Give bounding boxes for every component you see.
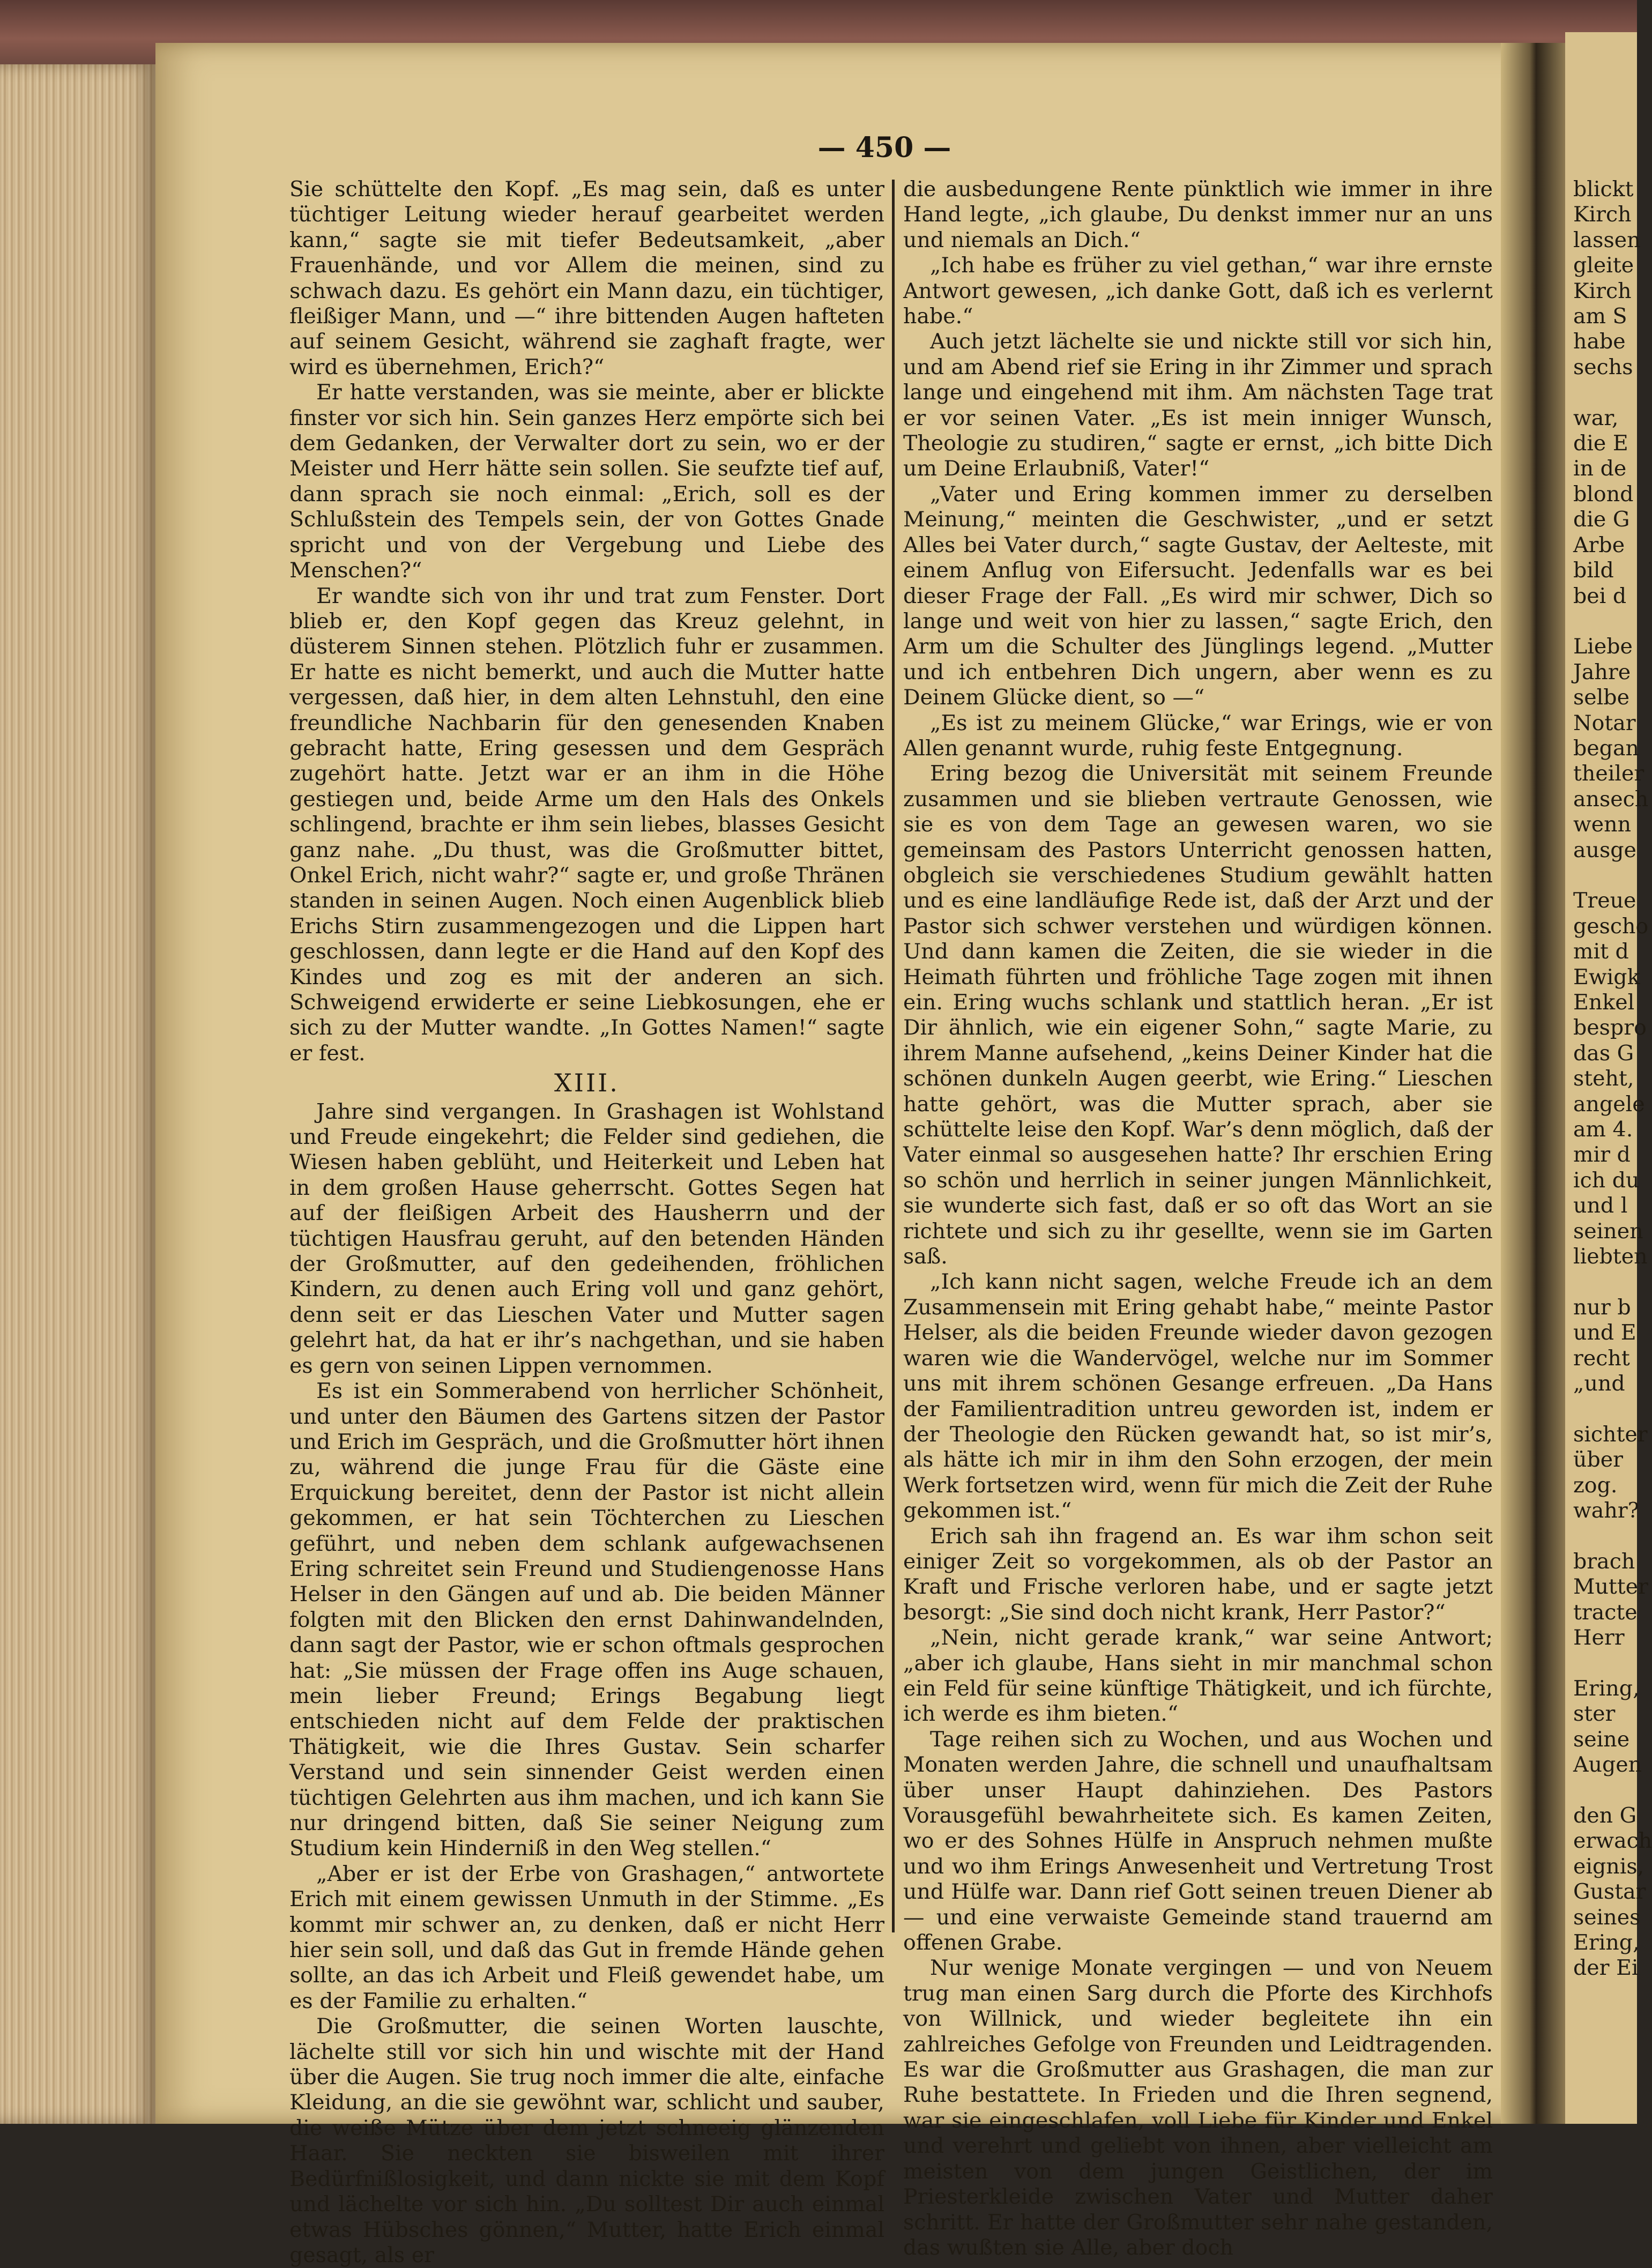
paragraph: „Es ist zu meinem Glücke,“ war Erings, wie er von Allen genannt wurde, ruhig feste Entgegnung.	[903, 710, 1493, 761]
facing-page-line: war,	[1573, 405, 1619, 430]
facing-page-line: Ewigk	[1573, 964, 1640, 990]
book-page-edges	[0, 64, 155, 2124]
facing-page-line: Treue	[1573, 888, 1636, 913]
paragraph: Es ist ein Sommerabend von herrlicher Schönheit, und unter den Bäumen des Gartens sitzen der Pastor und Erich im Gespräch, und die Großmutter hört ihnen zu, während die junge Frau für die Gäste eine Erquickung bereitet, denn der Pastor ist nicht allein gekommen, er hat sein Töchterchen zu Lieschen geführt, und neben dem schlank aufgewachsenen Ering schreitet sein Freund und Studiengenosse Hans Helser in den Gängen auf und ab. Die beiden Männer folgten mit den Blicken den ernst Dahinwandelnden, dann sagt der Pastor, wie er schon oftmals gesprochen hat: „Sie müssen der Frage offen ins Auge schauen, mein lieber Freund; Erings Begabung liegt entschieden nicht auf dem Felde der praktischen Thätigkeit, wie die Ihres Gustav. Sein scharfer Verstand und sein sinnender Geist werden einen tüchtigen Gelehrten aus ihm machen, und ich kann Sie nur dringend bitten, daß Sie seiner Neigung zum Studium kein Hinderniß in den Weg stellen.“	[289, 1379, 884, 1861]
facing-page-line: bild	[1573, 558, 1614, 583]
facing-page-line: in de	[1573, 456, 1627, 481]
facing-page-line: seinen	[1573, 1218, 1643, 1244]
facing-page-line: brach	[1573, 1549, 1635, 1574]
facing-page-line: Gustar	[1573, 1879, 1646, 1905]
facing-page-line: Herr	[1573, 1625, 1625, 1650]
paragraph: „Ich habe es früher zu viel gethan,“ war ihre ernste Antwort gewesen, „ich danke Gott, daß ich es verlernt habe.“	[903, 253, 1493, 329]
facing-page-line: recht	[1573, 1345, 1630, 1371]
facing-page-line	[1573, 1269, 1637, 1295]
facing-page-line: blond	[1573, 481, 1634, 507]
facing-page-line: gleite	[1573, 253, 1634, 278]
facing-page-line: zog.	[1573, 1473, 1618, 1498]
facing-page-line: den G	[1573, 1803, 1637, 1828]
facing-page-line: angele	[1573, 1091, 1645, 1117]
column-divider	[892, 180, 895, 1932]
facing-page-line: liebten	[1573, 1244, 1648, 1269]
facing-page-line: began	[1573, 735, 1639, 761]
paragraph: Jahre sind vergangen. In Grashagen ist Wohlstand und Freude eingekehrt; die Felder sind gediehen, die Wiesen haben geblüht, und Heiterkeit und Leben hat in dem großen Hause geherrscht. Gottes Segen hat auf der fleißigen Arbeit des Hausherrn und der tüchtigen Hausfrau geruht, auf den betenden Händen der Großmutter, auf den gedeihenden, fröhlichen Kindern, zu denen auch Ering voll und ganz gehört, denn seit er das Lieschen Vater und Mutter sagen gelehrt hat, da hat er ihr’s nachgethan, und sie haben es gern von seinen Lippen vernommen.	[289, 1099, 884, 1378]
facing-page-line	[1573, 1397, 1637, 1422]
facing-page-line: Ering,	[1573, 1676, 1640, 1701]
facing-page-line: Mutter	[1573, 1574, 1648, 1600]
paragraph: „Vater und Ering kommen immer zu derselben Meinung,“ meinten die Geschwister, „und er setzt Alles bei Vater durch,“ sagte Gustav, der Aelteste, mit einem Anflug von Eifersucht. Jedenfalls war es bei dieser Frage der Fall. „Es wird mir schwer, Dich so lange und weit von hier zu lassen,“ sagte Erich, den Arm um die Schulter des Jünglings legend. „Mutter und ich entbehren Dich ungern, aber wenn es zu Deinem Glücke dient, so —“	[903, 481, 1493, 710]
page-number: — 450 —	[817, 131, 951, 164]
paragraph: Erich sah ihn fragend an. Es war ihm schon seit einiger Zeit so vorgekommen, als ob der Pastor an Kraft und Frische verloren habe, und er sagte jetzt besorgt: „Sie sind doch nicht krank, Herr Pastor?“	[903, 1523, 1493, 1625]
facing-page-line	[1573, 380, 1637, 405]
facing-page-line: „und	[1573, 1371, 1625, 1396]
middle-column	[903, 177, 1493, 2260]
facing-page-line: bei d	[1573, 583, 1627, 608]
facing-page-line: ausge	[1573, 837, 1636, 862]
paragraph: „Nein, nicht gerade krank,“ war seine Antwort; „aber ich glaube, Hans sieht in mir manchmal schon ein Feld für seine künftige Thätigkeit, und ich fürchte, ich werde es ihm bieten.“	[903, 1625, 1493, 1727]
facing-page-line: Liebe	[1573, 634, 1633, 659]
paragraph: Auch jetzt lächelte sie und nickte still vor sich hin, und am Abend rief sie Ering in ihr Zimmer und sprach lange und eingehend mit ihm. Am nächsten Tage trat er vor seinen Vater. „Es ist mein inniger Wunsch, Theologie zu studiren,“ sagte er ernst, „ich bitte Dich um Deine Erlaubniß, Vater!“	[903, 329, 1493, 481]
facing-page-line: lassen	[1573, 227, 1641, 252]
facing-page-line: und E	[1573, 1320, 1636, 1345]
facing-page-line: Notar	[1573, 710, 1636, 735]
facing-page-line: erwach	[1573, 1828, 1652, 1854]
paragraph: Er wandte sich von ihr und trat zum Fenster. Dort blieb er, den Kopf gegen das Kreuz gelehnt, in düsterem Sinnen stehen. Plötzlich fuhr er zusammen. Er hatte es nicht bemerkt, und auch die Mutter hatte vergessen, daß hier, in dem alten Lehnstuhl, den eine freundliche Nachbarin für den genesenden Knaben gebracht hatte, Ering gesessen und dem Gespräch zugehört hatte. Jetzt war er an ihm in die Höhe gestiegen und, beide Arme um den Hals des Onkels schlingend, brachte er ihm sein liebes, blasses Gesicht ganz nahe. „Du thust, was die Großmutter bittet, Onkel Erich, nicht wahr?“ sagte er, und große Thränen standen in seinen Augen. Noch einen Augenblick blieb Erichs Stirn zusammengezogen und die Lippen hart geschlossen, dann legte er die Hand auf den Kopf des Kindes und zog es mit der anderen an sich. Schweigend erwiderte er seine Liebkosungen, ehe er sich zu der Mutter wandte. „In Gottes Namen!“ sagte er fest.	[289, 583, 884, 1066]
facing-page-line: blickt	[1573, 177, 1634, 202]
facing-page-line: mir d	[1573, 1142, 1631, 1168]
facing-page-line: wahr?	[1573, 1498, 1639, 1523]
facing-page-line: über	[1573, 1447, 1623, 1473]
facing-page-line: die E	[1573, 431, 1628, 456]
facing-page-line: Augen	[1573, 1752, 1642, 1778]
facing-page-line: die G	[1573, 507, 1630, 532]
paragraph: „Aber er ist der Erbe von Grashagen,“ antwortete Erich mit einem gewissen Unmuth in der Stimme. „Es kommt mir schwer an, zu denken, daß er nicht Herr hier sein soll, und daß das Gut in fremde Hände gehen sollte, an das ich Arbeit und Fleiß gewendet habe, um es der Familie zu erhalten.“	[289, 1861, 884, 2013]
facing-page-line: am 4.	[1573, 1117, 1633, 1142]
facing-page-line: steht,	[1573, 1066, 1634, 1091]
paragraph: Tage reihen sich zu Wochen, und aus Wochen und Monaten werden Jahre, die schnell und unaufhaltsam über unser Haupt dahinziehen. Des Pastors Vorausgefühl bewahrheitete sich. Es kamen Zeiten, wo er des Sohnes Hülfe in Anspruch nehmen mußte und wo ihm Erings Anwesenheit und Vertretung Trost und Hülfe war. Dann rief Gott seinen treuen Diener ab — und eine verwaiste Gemeinde stand trauernd am offenen Grabe.	[903, 1727, 1493, 1955]
paragraph: die ausbedungene Rente pünktlich wie immer in ihre Hand legte, „ich glaube, Du denkst immer nur an uns und niemals an Dich.“	[903, 177, 1493, 252]
facing-page-line: ster	[1573, 1701, 1616, 1727]
facing-page-line: wenn	[1573, 812, 1632, 837]
facing-page-line: tracte	[1573, 1600, 1638, 1625]
facing-page-line: sechs	[1573, 354, 1633, 380]
facing-page-line	[1573, 863, 1637, 888]
facing-page-line: Kirch	[1573, 202, 1632, 227]
facing-page-line: nur b	[1573, 1295, 1631, 1320]
paragraph: Nur wenige Monate vergingen — und von Neuem trug man einen Sarg durch die Pforte des Kirchhofs von Willnick, und wieder begleitete ihn ein zahlreiches Gefolge von Freunden und Leidtragenden. Es war die Großmutter aus Grashagen, die man zur Ruhe bestattete. In Frieden und die Ihren segnend, war sie eingeschlafen, voll Liebe für Kinder und Enkel und verehrt und geliebt von ihnen, aber vielleicht am meisten von dem jungen Geistlichen, der im Priesterkleide zwischen Vater und Mutter daher schritt. Er hatte der Großmutter sehr nahe gestanden, das wußten sie Alle, aber doch	[903, 1955, 1493, 2260]
facing-page-line: gescho	[1573, 913, 1649, 939]
facing-page-line: ansech	[1573, 786, 1649, 812]
facing-page-line: habe	[1573, 329, 1626, 354]
facing-page-line	[1573, 1778, 1637, 1803]
facing-page-line	[1573, 1524, 1637, 1549]
facing-page-line: eignis,	[1573, 1854, 1644, 1879]
paragraph: Die Großmutter, die seinen Worten lauschte, lächelte still vor sich hin und wischte mit der Hand über die Augen. Sie trug noch immer die alte, einfache Kleidung, an die sie gewöhnt war, schlicht und sauber, die weiße Mütze über dem jetzt schneeig glänzenden Haar. Sie neckten sie bisweilen mit ihrer Bedürfnißlosigkeit, und dann nickte sie mit dem Kopf und lächelte vor sich hin. „Du solltest Dir auch einmal etwas Hübsches gönnen,“ Mutter, hatte Erich einmal gesagt, als er	[289, 2014, 884, 2267]
facing-page-line	[1573, 609, 1637, 634]
facing-page-line: das G	[1573, 1040, 1634, 1066]
facing-page-line: selbe	[1573, 685, 1629, 710]
facing-page-line: Jahre	[1573, 659, 1631, 685]
facing-page-line: Kirch	[1573, 278, 1632, 303]
facing-page-line: und l	[1573, 1193, 1628, 1218]
facing-page-line: der Ei	[1573, 1955, 1639, 1981]
facing-page-line: ich du	[1573, 1168, 1640, 1193]
facing-page-column	[1573, 177, 1652, 1981]
facing-page-line	[1573, 1651, 1637, 1676]
book-gutter	[1501, 43, 1565, 2124]
facing-page-line: theiler	[1573, 761, 1644, 786]
chapter-heading: XIII.	[554, 1068, 620, 1098]
facing-page-line: sichter	[1573, 1422, 1648, 1447]
facing-page-line: Ering,	[1573, 1930, 1640, 1955]
paragraph: „Ich kann nicht sagen, welche Freude ich an dem Zusammensein mit Ering gehabt habe,“ meinte Pastor Helser, als die beiden Freunde wieder davon gezogen waren wie die Wandervögel, welche nur im Sommer uns mit ihrem schönen Gesange erfreuen. „Da Hans der Familientradition untreu geworden ist, indem er der Theologie den Rücken gewandt hat, so ist mir’s, als hätte ich mir in ihm den Sohn erzogen, der mein Werk fortsetzen wird, wenn für mich die Zeit der Ruhe gekommen ist.“	[903, 1269, 1493, 1523]
facing-page-line: bespro	[1573, 1015, 1647, 1040]
facing-page-line: seines	[1573, 1905, 1641, 1930]
facing-page-line: mit d	[1573, 939, 1629, 964]
facing-page-line: am S	[1573, 304, 1627, 329]
left-column	[289, 177, 884, 2267]
facing-page-line: seine	[1573, 1727, 1630, 1752]
paragraph: Sie schüttelte den Kopf. „Es mag sein, daß es unter tüchtiger Leitung wieder herauf gearbeitet werden kann,“ sagte sie mit tiefer Bedeutsamkeit, „aber Frauenhände, und vor Allem die meinen, sind zu schwach dazu. Es gehört ein Mann dazu, ein tüchtiger, fleißiger Mann, und —“ ihre bittenden Augen hafteten auf seinem Gesicht, während sie zaghaft fragte, wer wird es übernehmen, Erich?“	[289, 177, 884, 380]
facing-page-line: Enkel	[1573, 990, 1635, 1015]
paragraph: Er hatte verstanden, was sie meinte, aber er blickte finster vor sich hin. Sein ganzes Herz empörte sich bei dem Gedanken, der Verwalter dort zu sein, wo er der Meister und Herr hätte sein sollen. Sie seufzte tief auf, dann sprach sie noch einmal: „Erich, soll es der Schlußstein des Tempels sein, der von Gottes Gnade spricht und von der Vergebung und Liebe des Menschen?“	[289, 380, 884, 583]
paragraph: Ering bezog die Universität mit seinem Freunde zusammen und sie blieben vertraute Genossen, wie sie es von dem Tage an gewesen waren, wo sie gemeinsam des Pastors Unterricht genossen hatten, obgleich sie verschiedenes Studium gewählt hatten und es eine landläufige Rede ist, daß der Arzt und der Pastor sich schwer verstehen und würdigen können. Und dann kamen die Zeiten, die sie wieder in die Heimath führten und fröhliche Tage zogen mit ihnen ein. Ering wuchs schlank und stattlich heran. „Er ist Dir ähnlich, wie ein eigener Sohn,“ sagte Marie, zu ihrem Manne aufsehend, „keins Deiner Kinder hat die schönen dunkeln Augen geerbt, wie Ering.“ Lieschen hatte gehört, was die Mutter sprach, aber sie schüttelte leise den Kopf. War’s denn möglich, daß der Vater einmal so ausgesehen hatte? Ihr erschien Ering so schön und herrlich in seiner jungen Männlichkeit, sie wunderte sich fast, daß er so oft das Wort an sie richtete und sich zu ihr gesellte, wenn sie im Garten saß.	[903, 761, 1493, 1269]
facing-page-line: Arbe	[1573, 532, 1625, 557]
